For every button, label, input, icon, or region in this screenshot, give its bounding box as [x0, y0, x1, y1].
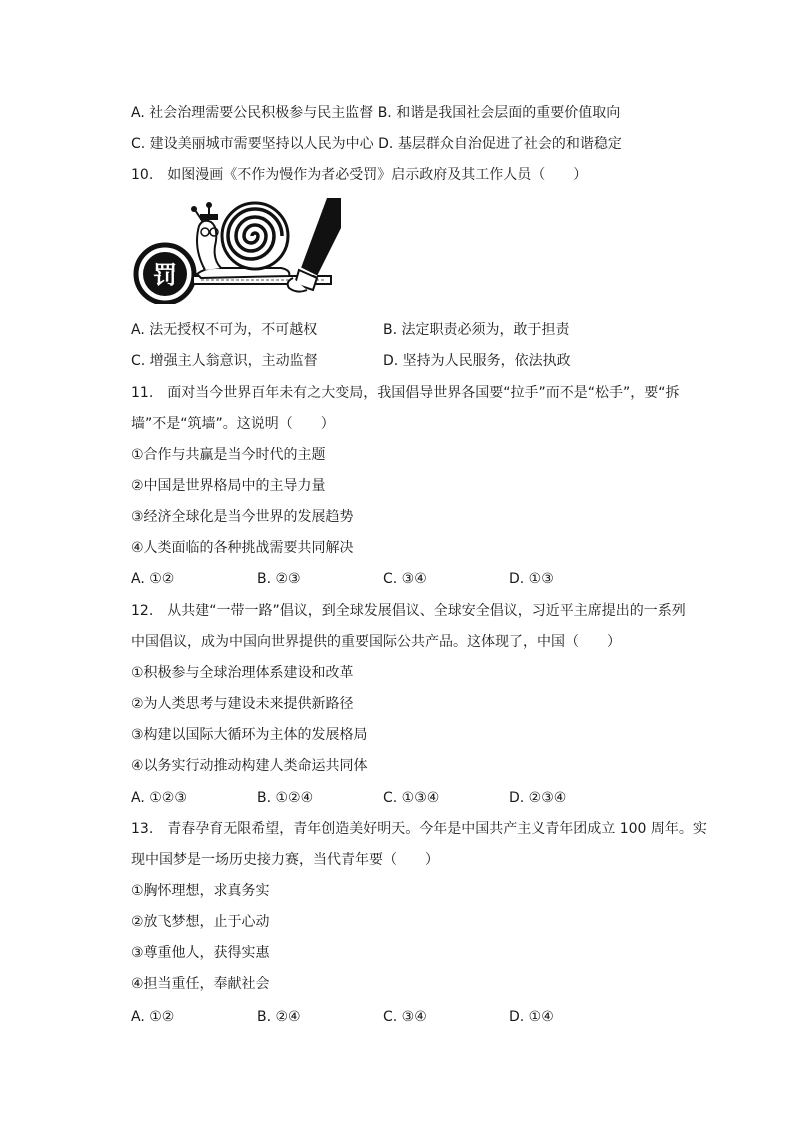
snail-cartoon-image	[131, 198, 341, 304]
q9-option-c-d	[131, 135, 622, 153]
q13-stem-line-2: 现中国梦是一场历史接力赛，当代青年要（ ）	[131, 852, 439, 868]
q13-option-d: D. ①④	[509, 1009, 554, 1025]
q13-item-1: ①胸怀理想，求真务实	[131, 883, 270, 899]
q12-item-3: ③构建以国际大循环为主体的发展格局	[131, 727, 368, 743]
q9-option-b: B. 和谐是我国社会层面的重要价值取向	[377, 105, 621, 121]
q9-option-d: D. 基层群众自治促进了社会的和谐稳定	[378, 136, 622, 152]
q12-stem-line-2: 中国倡议，成为中国向世界提供的重要国际公共产品。这体现了，中国（ ）	[131, 634, 621, 650]
q9-option-a: A. 社会治理需要公民积极参与民主监督	[131, 105, 374, 121]
q13-option-b: B. ②④	[257, 1009, 301, 1025]
q13-item-4: ④担当重任，奉献社会	[131, 976, 270, 992]
q11-stem-line-2: 墙”不是“筑墙”。这说明（ ）	[131, 416, 335, 432]
q11-item-4: ④人类面临的各种挑战需要共同解决	[131, 540, 354, 556]
q13-item-3: ③尊重他人，获得实惠	[131, 945, 270, 961]
q10-option-d: D. 坚持为人民服务，依法执政	[383, 353, 571, 369]
q12-option-a: A. ①②③	[131, 790, 187, 806]
q12-stem-line-1: 12. 从共建“一带一路”倡议，到全球发展倡议、全球安全倡议，习近平主席提出的一系列	[131, 603, 686, 619]
q13-option-a: A. ①②	[131, 1009, 175, 1025]
q11-item-2: ②中国是世界格局中的主导力量	[131, 478, 326, 494]
q12-option-d: D. ②③④	[509, 790, 567, 806]
q10-option-a: A. 法无授权不可为，不可越权	[131, 322, 318, 338]
q9-option-a-b	[131, 104, 620, 122]
q12-option-b: B. ①②④	[257, 790, 314, 806]
q11-stem-line-1: 11. 面对当今世界百年未有之大变局，我国倡导世界各国要“拉手”而不是“松手”，要“拆	[131, 385, 680, 401]
q9-option-c: C. 建设美丽城市需要坚持以人民为中心	[131, 136, 374, 152]
q12-item-2: ②为人类思考与建设未来提供新路径	[131, 696, 354, 712]
q10-option-b: B. 法定职责必须为，敢于担责	[383, 322, 570, 338]
q13-option-c: C. ③④	[383, 1009, 427, 1025]
q10-stem: 10. 如图漫画《不作为慢作为者必受罚》启示政府及其工作人员（ ）	[131, 167, 588, 183]
q11-option-d: D. ①③	[509, 571, 554, 587]
q11-item-3: ③经济全球化是当今世界的发展趋势	[131, 509, 354, 525]
q10-option-c: C. 增强主人翁意识，主动监督	[131, 353, 318, 369]
q13-item-2: ②放飞梦想，止于心动	[131, 914, 270, 930]
q12-item-1: ①积极参与全球治理体系建设和改革	[131, 665, 354, 681]
q13-stem-line-1: 13. 青春孕育无限希望，青年创造美好明天。今年是中国共产主义青年团成立 100 周年。实	[131, 821, 707, 837]
q12-item-4: ④以务实行动推动构建人类命运共同体	[131, 758, 368, 774]
q11-option-a: A. ①②	[131, 571, 175, 587]
q12-option-c: C. ①③④	[383, 790, 440, 806]
q11-option-c: C. ③④	[383, 571, 427, 587]
q11-option-b: B. ②③	[257, 571, 301, 587]
q11-item-1: ①合作与共赢是当今时代的主题	[131, 447, 326, 463]
penalty-character: 罚	[153, 261, 177, 289]
